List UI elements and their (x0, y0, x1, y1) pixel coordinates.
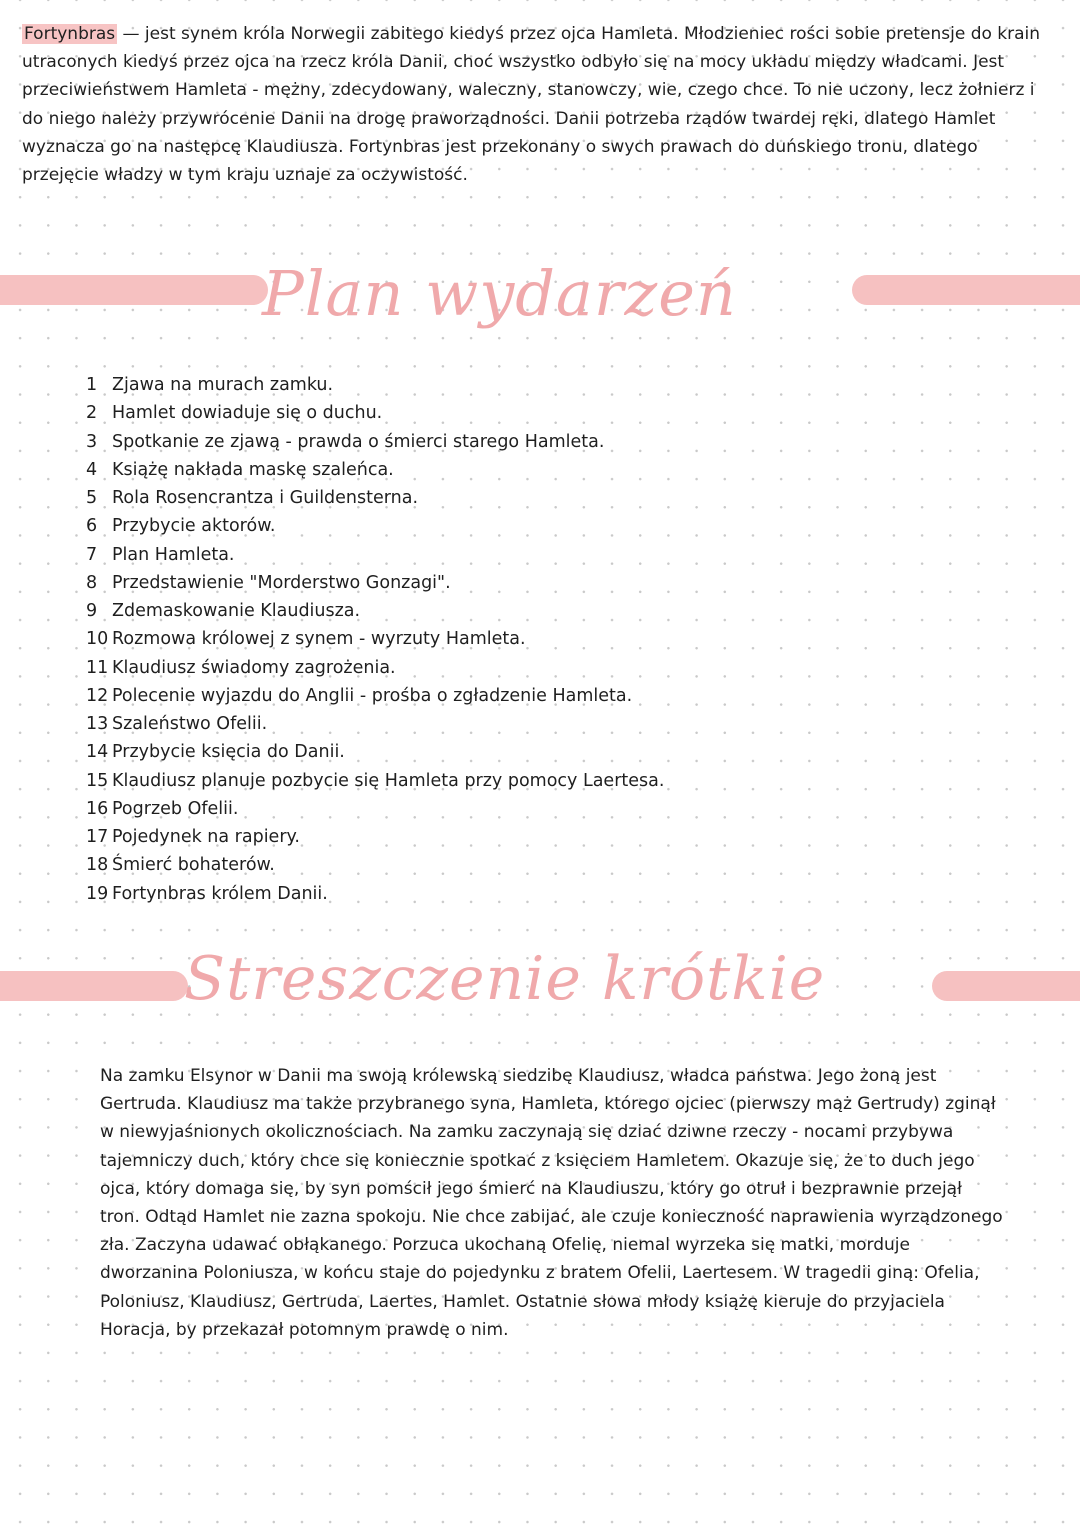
item-text: Pojedynek na rapiery. (112, 827, 300, 847)
list-item (86, 456, 664, 484)
item-number: 2 (86, 403, 98, 424)
item-text: Zdemaskowanie Klaudiusza. (112, 601, 361, 621)
item-text: Fortynbras królem Danii. (112, 883, 328, 904)
list-item (86, 512, 664, 540)
list-item (86, 597, 664, 625)
item-text: Klaudiusz planuje pozbycie się Hamleta przy pomocy Laertesa. (112, 770, 665, 791)
list-item (86, 880, 664, 908)
item-text: Plan Hamleta. (112, 544, 235, 565)
item-text: Przybycie księcia do Danii. (112, 742, 345, 763)
item-number: 11 (86, 657, 109, 678)
list-item (86, 682, 664, 710)
item-text: Klaudiusz świadomy zagrożenia. (112, 657, 396, 678)
item-text: Spotkanie ze zjawą - prawda o śmierci starego Hamleta. (112, 431, 605, 452)
highlighted-term: Fortynbras (24, 24, 116, 44)
summary-paragraph: Na zamku Elsynor w Danii ma swoją królewską siedzibę Klaudiusz, władca państwa. Jego żoną jest Gertruda. Klaudiusz ma także przybranego syna, Hamleta, którego ojciec (pierwszy mąż Gertrudy) zginął w niewyjaśnionych okolicznościach. Na zamku zaczynają się dziać dziwne rzeczy - nocami przybywa tajemniczy duch, który chce się koniecznie spotkać z księciem Hamletem. Okazuje się, że to duch jego ojca, który domaga się, by syn pomścił jego śmierć na Klaudiuszu, który go otruł i bezprawnie przejął tron. Odtąd Hamlet nie zazna spokoju. Nie chce zabijać, ale czuje konieczność naprawienia wyrządzonego zła. Zaczyna udawać obłąkanego. Porzuca ukochaną Ofelię, niemal wyrzeka się matki, morduje dworzanina Poloniusza, w końcu staje do pojedynku z bratem Ofelii, Laertesem. W tragedii giną: Ofelia, Poloniusz, Klaudiusz, Gertruda, Laertes, Hamlet. Ostatnie słowa młody książę kieruje do przyjaciela Horacja, by przekazał potomnym prawdę o nim. (100, 1066, 1003, 1340)
item-text: Pogrzeb Ofelii. (112, 798, 239, 819)
item-number: 14 (86, 742, 109, 763)
heading-bar-left (0, 971, 188, 1001)
item-number: 3 (86, 431, 98, 452)
item-text: Rola Rosencrantza i Guildensterna. (112, 488, 419, 508)
item-number: 17 (86, 827, 109, 847)
item-number: 5 (86, 488, 98, 508)
intro-paragraph (22, 20, 1052, 189)
item-number: 8 (86, 572, 98, 593)
item-text: Zjawa na murach zamku. (112, 375, 334, 395)
heading-bar-right (852, 275, 1080, 305)
item-text: Polecenie wyjazdu do Anglii - prośba o zgładzenie Hamleta. (112, 685, 633, 706)
item-number: 9 (86, 601, 98, 621)
plan-heading: Plan wydarzeń (262, 257, 737, 330)
list-item (86, 371, 664, 399)
item-number: 18 (86, 855, 109, 876)
list-item (86, 738, 664, 766)
item-number: 19 (86, 883, 109, 904)
item-text: Rozmowa królowej z synem - wyrzuty Hamleta. (112, 629, 526, 650)
item-number: 10 (86, 629, 109, 650)
item-number: 13 (86, 714, 109, 734)
list-item (86, 569, 664, 597)
item-number: 1 (86, 375, 98, 395)
list-item (86, 428, 664, 456)
list-item (86, 710, 664, 738)
list-item (86, 541, 664, 569)
intro-text: — jest synem króla Norwegii zabitego kiedyś przez ojca Hamleta. Młodzieniec rości sobie pretensje do krain utraconych kiedyś przez ojca na rzecz króla Danii, choć wszystko odbyło się na mocy układu między władcami. Jest przeciwieństwem Hamleta - mężny, zdecydowany, waleczny, stanowczy, wie, czego chce. To nie uczony, lecz żołnierz i do niego należy przywrócenie Danii na drogę praworządności. Danii potrzeba rządów twardej ręki, dlatego Hamlet wyznacza go na następcę Klaudiusza. Fortynbras jest przekonany o swych prawach do duńskiego tronu, dlatego przejęcie władzy w tym kraju uznaje za oczywistość. (22, 24, 1041, 186)
item-number: 15 (86, 770, 109, 791)
heading-bar-left (0, 275, 268, 305)
summary-heading-banner (0, 940, 1080, 1020)
item-text: Przedstawienie "Morderstwo Gonzagi". (112, 572, 451, 593)
item-number: 4 (86, 459, 98, 480)
list-item (86, 823, 664, 851)
item-text: Hamlet dowiaduje się o duchu. (112, 403, 383, 424)
item-number: 7 (86, 544, 98, 565)
item-number: 16 (86, 798, 109, 819)
item-text: Przybycie aktorów. (112, 516, 276, 537)
list-item (86, 399, 664, 427)
item-text: Szaleństwo Ofelii. (112, 714, 268, 734)
item-number: 12 (86, 685, 109, 706)
item-text: Książę nakłada maskę szaleńca. (112, 459, 394, 480)
item-text: Śmierć bohaterów. (112, 855, 275, 876)
heading-bar-right (932, 971, 1080, 1001)
list-item (86, 767, 664, 795)
list-item (86, 625, 664, 653)
list-item (86, 795, 664, 823)
summary-heading: Streszczenie krótkie (184, 944, 826, 1014)
list-item (86, 654, 664, 682)
list-item (86, 851, 664, 879)
list-item (86, 484, 664, 512)
plan-list (86, 371, 664, 908)
item-number: 6 (86, 516, 98, 537)
plan-heading-banner (0, 255, 1080, 335)
